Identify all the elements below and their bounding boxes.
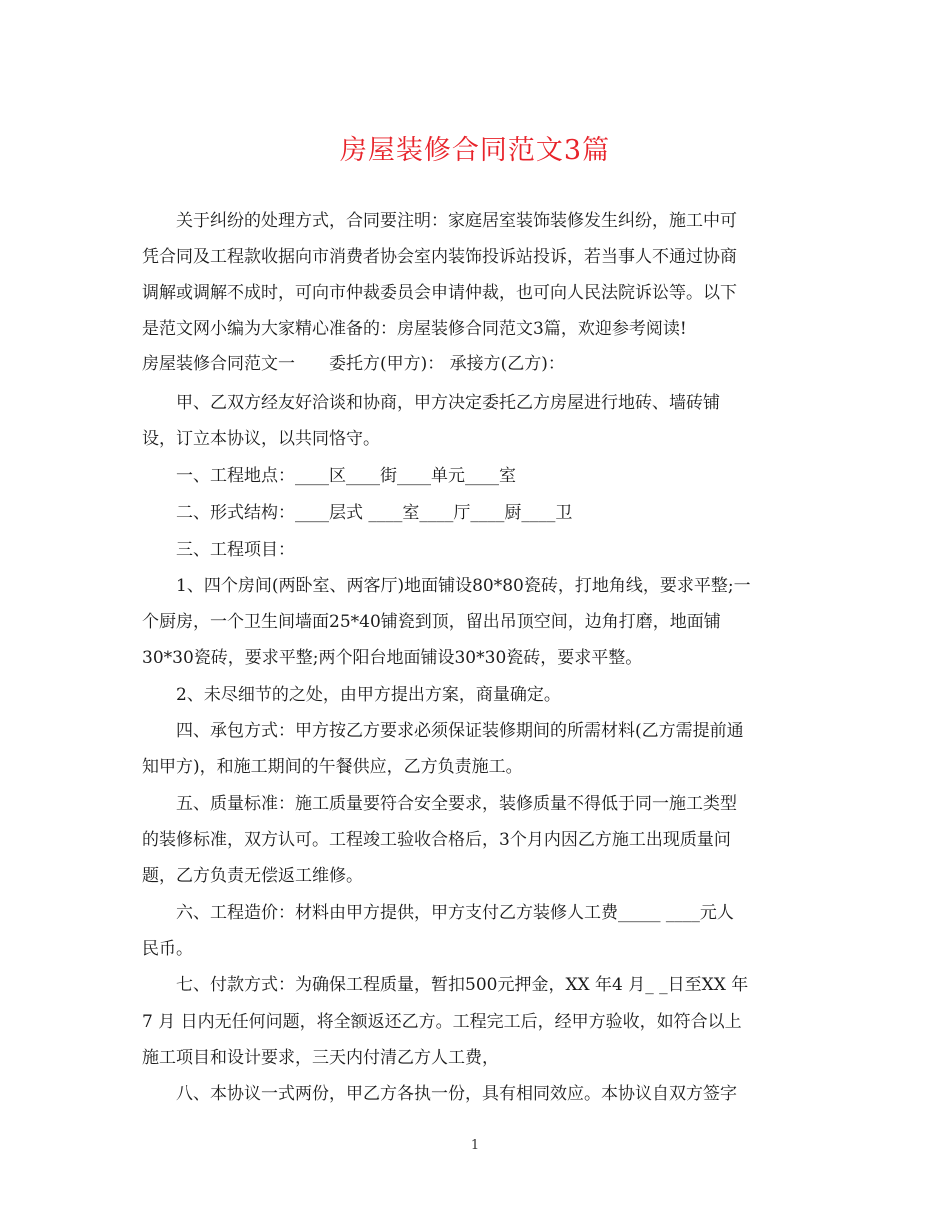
body-line: 7 月 日内无任何问题，将全额返还乙方。工程完工后，经甲方验收，如符合以上 [142,1012,742,1032]
page-number: 1 [470,1138,480,1153]
body-line: 是范文网小编为大家精心准备的：房屋装修合同范文3篇，欢迎参考阅读! [142,319,687,339]
body-line: 甲、乙双方经友好洽谈和协商，甲方决定委托乙方房屋进行地砖、墙砖铺 [142,393,720,413]
body-line: 设，订立本协议，以共同恪守。 [142,429,380,449]
body-line: 八、本协议一式两份，甲乙方各执一份，具有相同效应。本协议自双方签字 [142,1084,737,1104]
document-title: 房屋装修合同范文3篇 [339,135,611,166]
body-line: 30*30瓷砖，要求平整;两个阳台地面铺设30*30瓷砖，要求平整。 [142,648,643,668]
body-line: 题，乙方负责无偿返工维修。 [142,866,363,886]
body-line: 1、四个房间(两卧室、两客厅)地面铺设80*80瓷砖，打地角线，要求平整;一 [142,576,751,596]
body-line: 一、工程地点：____区____街____单元____室 [142,466,516,486]
body-line: 二、形式结构：____层式 ____室____厅____厨____卫 [142,503,573,523]
body-line: 五、质量标准：施工质量要符合安全要求，装修质量不得低于同一施工类型 [142,794,737,814]
body-line: 施工项目和设计要求，三天内付清乙方人工费， [142,1048,499,1068]
body-line: 的装修标准，双方认可。工程竣工验收合格后，3个月内因乙方施工出现质量问 [142,830,731,850]
body-line: 六、工程造价：材料由甲方提供，甲方支付乙方装修人工费_____ ____元人 [142,903,734,923]
body-line: 2、未尽细节的之处，由甲方提出方案，商量确定。 [142,685,561,705]
body-line: 四、承包方式：甲方按乙方要求必须保证装修期间的所需材料(乙方需提前通 [142,721,744,741]
body-line: 个厨房，一个卫生间墙面25*40铺瓷到顶，留出吊顶空间，边角打磨，地面铺 [142,612,721,632]
body-line: 房屋装修合同范文一 委托方(甲方)： 承接方(乙方)： [142,354,565,374]
body-line: 调解或调解不成时，可向市仲裁委员会申请仲裁，也可向人民法院诉讼等。以下 [142,283,737,303]
body-line: 三、工程项目： [142,540,295,560]
body-line: 凭合同及工程款收据向市消费者协会室内装饰投诉站投诉，若当事人不通过协商 [142,247,737,267]
body-line: 知甲方)，和施工期间的午餐供应，乙方负责施工。 [142,757,523,777]
body-line: 七、付款方式：为确保工程质量，暂扣500元押金，XX 年4 月_ _日至XX 年 [142,975,749,995]
body-line: 关于纠纷的处理方式，合同要注明：家庭居室装饰装修发生纠纷，施工中可 [142,211,737,231]
body-line: 民币。 [142,939,193,959]
